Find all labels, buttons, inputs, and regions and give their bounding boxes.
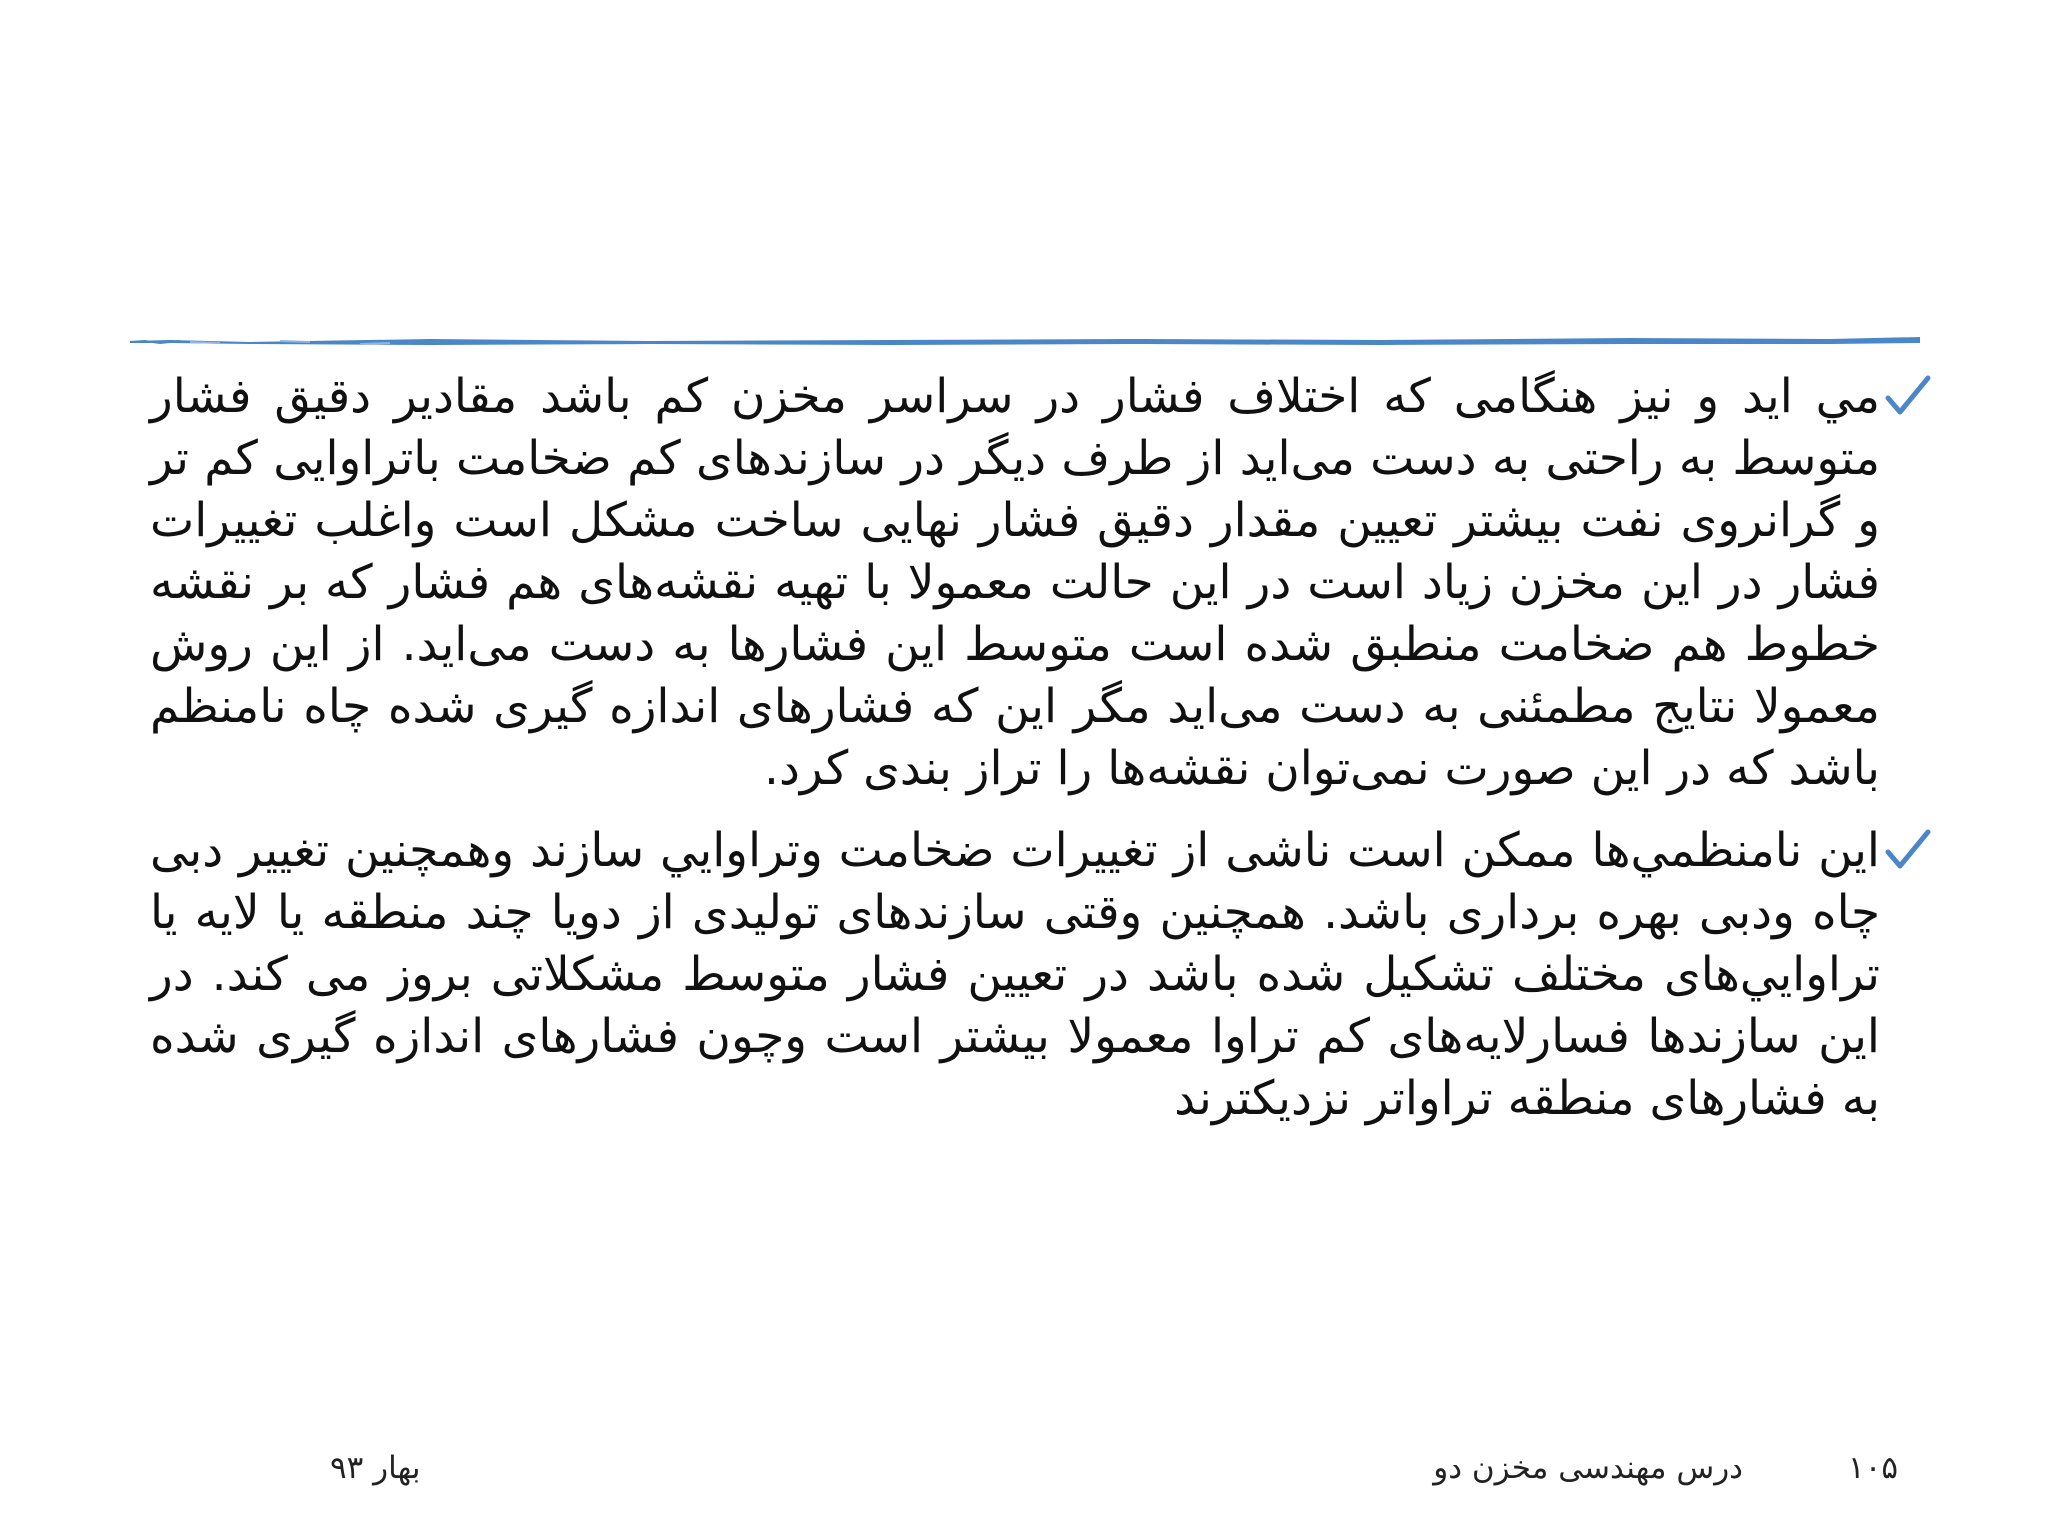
bullet-item [150,366,1880,800]
bullet-list [150,366,1880,1150]
bullet-item [150,820,1880,1130]
bullet-text: اين نامنظمي‌ها ممكن است ناشی از تغييرات ضخامت وتراوايي سازند وهمچنين تغيير دبی چاه ودبی بهره برداری باشد. همچنين وقتی سازندهای توليدی از دويا چند منطقه يا لايه يا تراوايي‌های مختلف تشکيل شده باشد در تعيين فشار متوسط مشکلاتی بروز می کند. در اين سازندها فسارلايه‌های کم تراوا معمولا بيشتر است وچون فشارهای اندازه گيری شده به فشارهای منطقه تراواتر نزديکترند [150,823,1880,1126]
page-number: ۱۰۵ [1848,1450,1898,1486]
semester-label: بهار ۹۳ [330,1450,421,1486]
checkmark-icon [1884,826,1932,874]
checkmark-icon [1884,372,1932,420]
bullet-text: مي ايد و نيز هنگامی که اختلاف فشار در سراسر مخزن کم باشد مقادیر دقیق فشار متوسط به راحتی به دست می‌ايد از طرف ديگر در سازندهای کم ضخامت باتراوايی کم تر و گرانروی نفت بيشتر تعيين مقدار دقيق فشار نهايی ساخت مشکل است واغلب تغييرات فشار در اين مخزن زياد است در اين حالت معمولا با تهيه نقشه‌های هم فشار که بر نقشه خطوط هم ضخامت منطبق شده است متوسط اين فشارها به دست می‌ايد. از اين روش معمولا نتايج مطمئنی به دست می‌ايد مگر اين که فشارهای اندازه گيری شده چاه نامنظم باشد که در اين صورت نمی‌توان نقشه‌ها را تراز بندی کرد. [150,369,1880,796]
brush-divider-line [130,332,1920,352]
course-title: درس مهندسی مخزن دو [1433,1450,1743,1486]
